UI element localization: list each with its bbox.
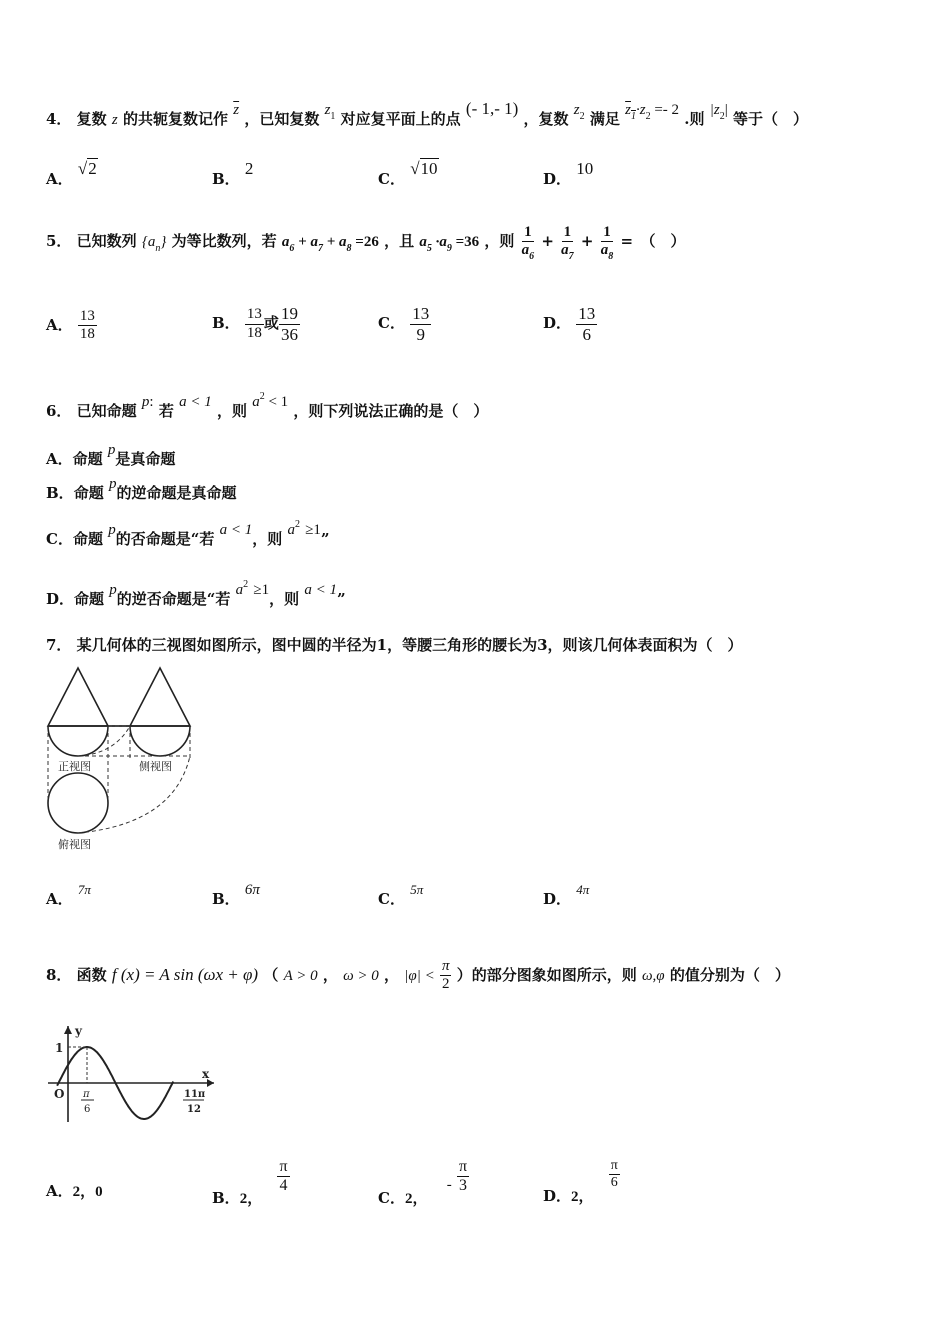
option-c[interactable]: C．命题 p的否命题是“若 a < 1，则 $a^2 \ge 1$” [46,519,330,548]
front-view-label: 正视图 [58,760,91,773]
y-label: y [75,1024,82,1038]
option-d[interactable]: D． 10 [543,159,594,188]
option-d[interactable]: D． $\frac{13}{6}$ [543,304,596,344]
option-b[interactable]: B． 2 [212,159,254,188]
option-d[interactable]: D．2， $\frac{\pi}{6}$ [543,1158,618,1205]
origin-label: O [54,1087,65,1101]
question-4-stem: 4． 复数 z 的共轭复数记作 $\overline{z}$ ，已知复数 $z_1$ 对应复平面上的点 (- 1,- 1) ，复数 $z_2$ 满足 $z_1\cdot z_2 =- 2$ .则 $|z_2|$ 等于（ ） [46,99,808,128]
side-semicircle [130,726,190,756]
option-b[interactable]: B． 6π [212,882,260,908]
front-semicircle [48,726,108,756]
option-c[interactable]: C． √10 [378,159,438,188]
option-c[interactable]: C．2， - $\frac{\pi}{3}$ [378,1158,468,1207]
option-c[interactable]: C． 5π [378,882,424,908]
tick-pi-6-num: π [83,1089,90,1100]
option-a[interactable]: A． 7π [46,882,91,908]
question-7-stem: 7． 某几何体的三视图如图所示，图中圆的半径为1，等腰三角形的腰长为3，则该几何体表面积为（ ） [46,636,743,654]
question-6-stem: 6． 已知命题 p: 若 a < 1 ，则 $a^2 < 1$ ，则下列说法正确的是（ ） [46,391,489,420]
question-number: 7． [46,636,72,654]
tick-11pi-12-den: 12 [187,1104,201,1115]
tick-11pi-12-num: 11π [184,1089,206,1100]
option-b[interactable]: B．2， $\frac{\pi}{4}$ [212,1158,288,1207]
option-a[interactable]: A．2，0 [46,1182,103,1200]
option-c[interactable]: C． $\frac{13}{9}$ [378,304,430,344]
side-view-label: 侧视图 [139,760,172,773]
option-b[interactable]: B．命题 p的逆命题是真命题 [46,476,237,502]
option-a[interactable]: A． $\frac{13}{18}$ [46,308,95,343]
question-number: 5． [46,231,72,250]
question-number: 8． [46,965,72,984]
option-d[interactable]: D． 4π [543,882,590,908]
option-a[interactable]: A．命题 p是真命题 [46,442,176,468]
x-label: x [202,1067,210,1081]
option-b[interactable]: B． $\frac{13}{18}$ 或 $\frac{19}{36}$ [212,304,298,344]
question-number: 6． [46,402,72,420]
top-circle [48,773,108,833]
tick-pi-6-den: 6 [84,1104,91,1115]
front-triangle [48,668,108,726]
question-8-stem: 8． 函数 f (x) = A sin (ωx + φ) （ A > 0 ， ω > 0 ， |φ| < $\frac{\pi}{2}$ ）的部分图象如图所示，则 ω,φ 的值分别为（ ） [46,958,790,993]
question-number: 4． [46,110,72,128]
sine-graph [44,1022,220,1126]
top-view-label: 俯视图 [58,838,91,851]
option-d[interactable]: D．命题 p的逆否命题是“若 $a^2 \ge 1$，则 a < 1” [46,579,346,608]
side-triangle [130,668,190,726]
y-tick-1: 1 [55,1041,64,1055]
question-5-stem: 5． 已知数列 $\{a_n\}$ 为等比数列，若 $a_6 + a_7 + a_8 =26$ ，且 $a_5 \cdot a_9 =36$ ，则 $\frac{1}{a_6}$ + $\frac{1}{a_7}$ + $\frac{1}{a_8}$ = （ ） [46,224,686,263]
three-view-figure [44,664,196,854]
option-a[interactable]: A． √2 [46,159,97,188]
